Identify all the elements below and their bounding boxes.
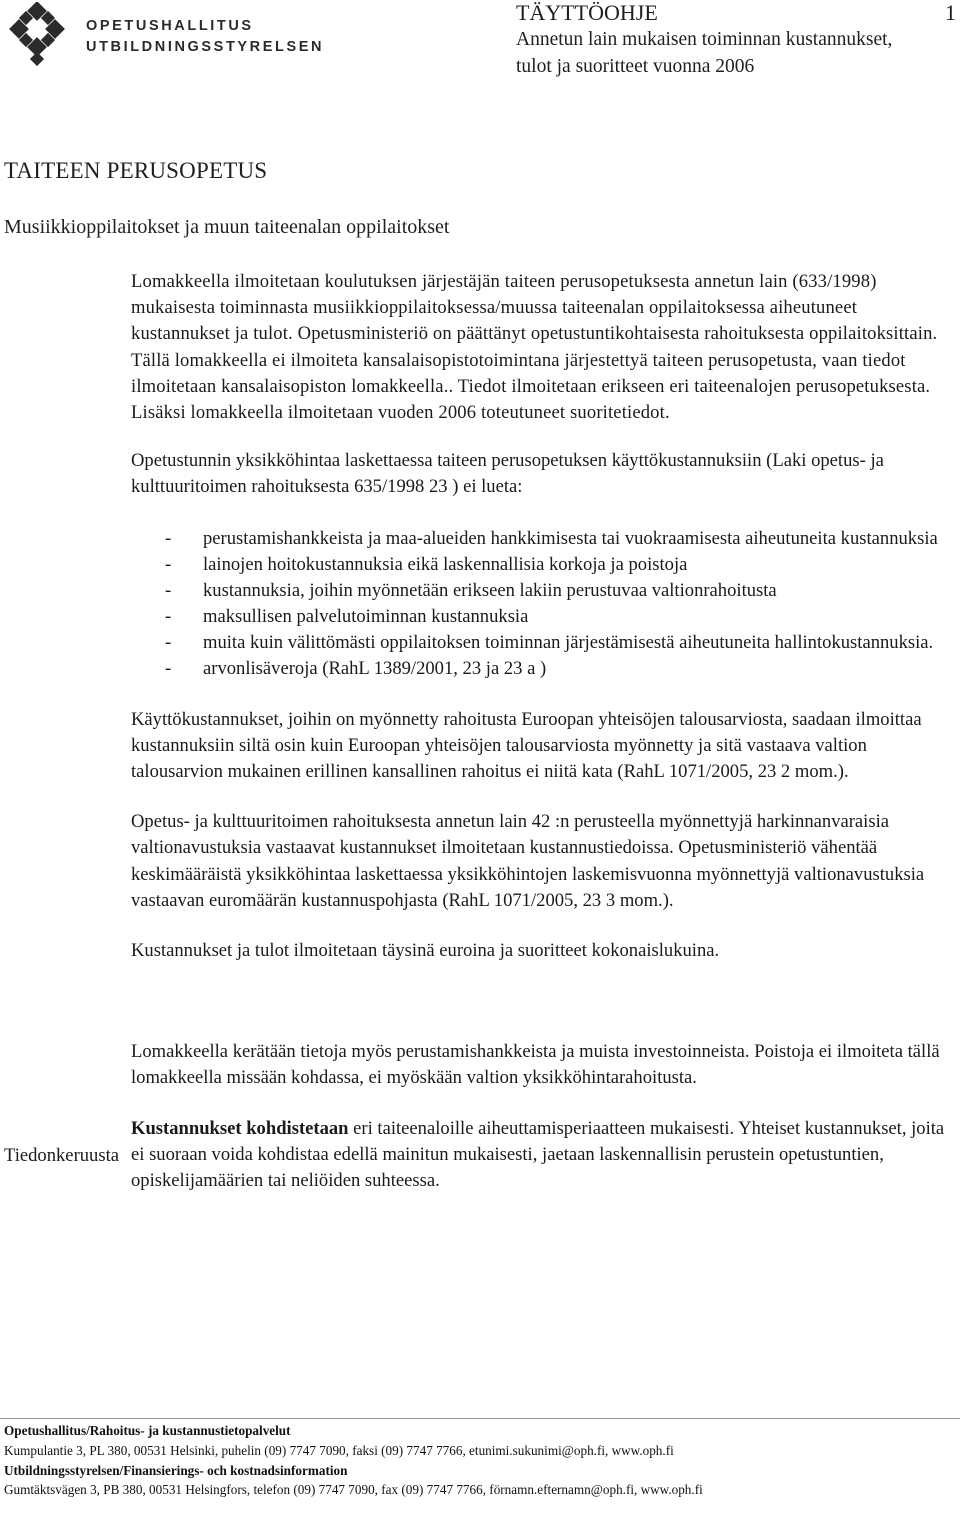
dash-marker: - <box>165 527 172 549</box>
list-item-text: lainojen hoitokustannuksia eikä laskennallisia korkoja ja poistoja <box>203 553 688 575</box>
dash-marker: - <box>165 605 172 627</box>
eu-funding-paragraph: Käyttökustannukset, joihin on myönnetty rahoitusta Euroopan yhteisöjen talousarviosta, saadaan ilmoittaa kustannuksiin siltä osin kuin Euroopan yhteisöjen talousarviosta myönnetty ja sitä vastaava valtion talousarvion mukainen erillinen kansallinen rahoitus ei niitä kata (RahL 1071/2005, 23 2 mom.). <box>131 708 922 783</box>
opetushallitus-logo <box>4 2 325 68</box>
list-item <box>131 630 959 656</box>
euros-paragraph: Kustannukset ja tulot ilmoitetaan täysinä euroina ja suoritteet kokonaislukuina. <box>131 940 720 962</box>
page-number: 1 <box>945 0 956 25</box>
list-item-text: arvonlisäveroja (RahL 1389/2001, 23 ja 23 a ) <box>203 657 547 679</box>
intro-paragraph <box>131 269 959 426</box>
intro-part-a: Lomakkeella ilmoitetaan koulutuksen järjestäjän taiteen perusopetuksesta annetun lain (633/1998) mukaisesta toiminnasta musiikkioppilaitoksessa/muussa taiteenalan oppilaitoksessa aiheutuneet kustannukset ja tulot. <box>131 271 877 345</box>
allocation-bold-lead: Kustannukset kohdistetaan <box>131 1117 349 1139</box>
document-type: TÄYTTÖOHJE <box>516 0 658 25</box>
allocation-paragraph <box>131 1116 959 1195</box>
dash-marker: - <box>165 631 172 653</box>
section-title: TAITEEN PERUSOPETUS <box>4 158 268 183</box>
investments-paragraph: Lomakkeella kerätään tietoja myös perustamishankkeista ja muista investoinneista. Poistoja ei ilmoiteta tällä lomakkeella missään kohdassa, ei myöskään valtion yksikköhintarahoitusta. <box>131 1041 940 1089</box>
list-item-text: kustannuksia, joihin myönnetään erikseen lakiin perustuvaa valtionrahoitusta <box>203 579 777 601</box>
list-item-text: maksullisen palvelutoiminnan kustannuksia <box>203 605 529 627</box>
footer <box>4 1421 954 1500</box>
footer-address-sv: Gumtäktsvägen 3, PB 380, 00531 Helsingfors, telefon (09) 7747 7090, fax (09) 7747 7766, förnamn.efternamn@oph.fi, www.oph.fi <box>4 1482 703 1498</box>
list-item <box>131 526 959 552</box>
list-item-text: perustamishankkeista ja maa-alueiden hankkimisesta tai vuokraamisesta aiheutuneita kustannuksia <box>203 527 938 549</box>
intro-part-b: Opetusministeriö on päättänyt opetustuntikohtaisesta rahoituksesta oppilaitoksittain. <box>292 323 938 345</box>
dash-marker: - <box>165 579 172 601</box>
document-subtitle-line-2: tulot ja suoritteet vuonna 2006 <box>516 56 755 77</box>
list-item <box>131 604 959 630</box>
section-subtitle: Musiikkioppilaitokset ja muun taiteenalan oppilaitokset <box>4 216 450 238</box>
allocation-rest: eri taiteenaloille aiheuttamisperiaatteen mukaisesti. Yhteiset kustannukset, joita ei suoraan voida kohdistaa edellä mainitun mukaisesti, jaetaan laskennallisin perustein opetustuntien, opiskelijamäärien tai neliöiden suhteessa. <box>131 1117 945 1192</box>
exclusions-list <box>131 526 959 682</box>
dash-marker: - <box>165 553 172 575</box>
list-item <box>131 552 959 578</box>
list-item <box>131 656 959 682</box>
footer-org-fi: Opetushallitus/Rahoitus- ja kustannustietopalvelut <box>4 1423 291 1438</box>
intro-part-c: Tällä lomakkeella ei ilmoiteta kansalaisopistotoimintana järjestettyä taiteen perusopetusta, vaan tiedot ilmoitetaan kansalaisopiston lomakkeella.. Tiedot ilmoitetaan erikseen eri taiteenalojen perusopetuksesta. Lisäksi lomakkeella ilmoitetaan vuoden 2006 toteutuneet suoritetiedot. <box>131 349 931 424</box>
exclusions-intro: Opetustunnin yksikköhintaa laskettaessa taiteen perusopetuksen käyttökustannuksiin (Laki opetus- ja kulttuuritoimen rahoituksesta 635/1998 23 ) ei lueta: <box>131 450 884 498</box>
logo-line-fi: OPETUSHALLITUS <box>86 18 254 34</box>
document-body <box>131 269 959 1194</box>
logo-line-sv: UTBILDNINGSSTYRELSEN <box>86 39 325 55</box>
dash-marker: - <box>165 657 172 679</box>
grants-paragraph: Opetus- ja kulttuuritoimen rahoituksesta annetun lain 42 :n perusteella myönnettyjä harkinnanvaraisia valtionavustuksia vastaavat kustannukset ilmoitetaan kustannustiedoissa. Opetusministeriö vähentää keskimääräistä yksikköhintaa laskettaessa yksikköhintojen laskemisvuonna myönnettyjä valtionavustuksia vastaavan euromäärän kustannuspohjasta (RahL 1071/2005, 23 3 mom.). <box>131 811 925 911</box>
logo-emblem-icon <box>4 2 70 68</box>
footer-address-fi: Kumpulantie 3, PL 380, 00531 Helsinki, puhelin (09) 7747 7090, faksi (09) 7747 7766, etunimi.sukunimi@oph.fi, www.oph.fi <box>4 1442 674 1458</box>
side-label-tiedonkeruusta: Tiedonkeruusta <box>4 1145 120 1166</box>
logo-wordmark <box>86 16 324 58</box>
list-item <box>131 578 959 604</box>
document-subtitle-line-1: Annetun lain mukaisen toiminnan kustannukset, <box>516 29 893 50</box>
list-item-text: muita kuin välittömästi oppilaitoksen toiminnan järjestämisestä aiheutuneita hallintokustannuksia. <box>203 631 934 653</box>
document-header <box>516 0 956 80</box>
footer-org-sv: Utbildningsstyrelsen/Finansierings- och kostnadsinformation <box>4 1462 348 1478</box>
footer-divider <box>0 1418 960 1419</box>
